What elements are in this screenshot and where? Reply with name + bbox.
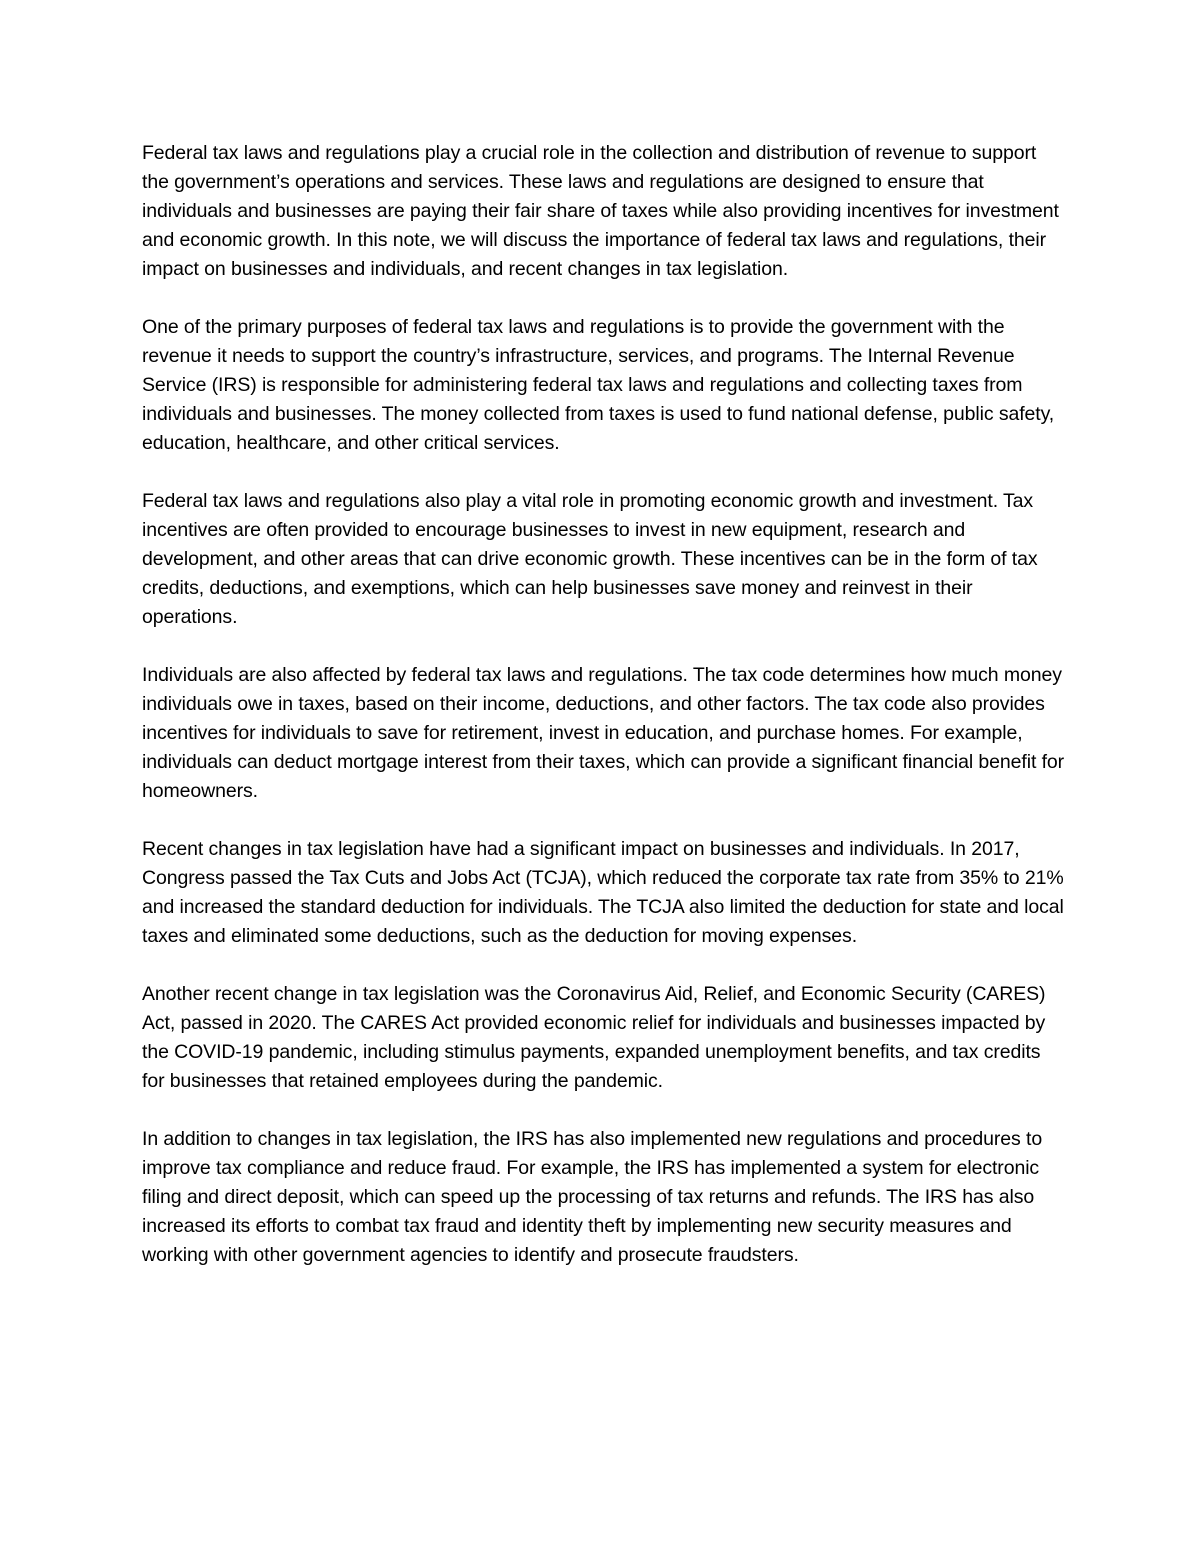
paragraph-tcja: Recent changes in tax legislation have had a significant impact on businesses and individuals. In 2017, Congress passed the Tax Cuts and Jobs Act (TCJA), which reduced the corporate tax rate from 35% to 21% and increased the standard deduction for individuals. The TCJA also limited the deduction for state and local taxes and eliminated some deductions, such as the deduction for moving expenses. <box>142 838 1064 947</box>
paragraph-individuals: Individuals are also affected by federal tax laws and regulations. The tax code determines how much money individuals owe in taxes, based on their income, deductions, and other factors. The tax code also provides incentives for individuals to save for retirement, invest in education, and purchase homes. For example, individuals can deduct mortgage interest from their taxes, which can provide a significant financial benefit for homeowners. <box>142 664 1065 802</box>
paragraph-cares-act: Another recent change in tax legislation was the Coronavirus Aid, Relief, and Economic Security (CARES) Act, passed in 2020. The CARES Act provided economic relief for individuals and businesses impacted by the COVID-19 pandemic, including stimulus payments, expanded unemployment benefits, and tax credits for businesses that retained employees during the pandemic. <box>142 983 1046 1092</box>
paragraph-revenue-purpose: One of the primary purposes of federal tax laws and regulations is to provide the government with the revenue it needs to support the country’s infrastructure, services, and programs. The Internal Revenue Service (IRS) is responsible for administering federal tax laws and regulations and collecting taxes from individuals and businesses. The money collected from taxes is used to fund national defense, public safety, education, healthcare, and other critical services. <box>142 316 1055 454</box>
paragraph-economic-growth: Federal tax laws and regulations also play a vital role in promoting economic growth and investment. Tax incentives are often provided to encourage businesses to invest in new equipment, research and development, and other areas that can drive economic growth. These incentives can be in the form of tax credits, deductions, and exemptions, which can help businesses save money and reinvest in their operations. <box>142 490 1038 628</box>
paragraph-irs-regulations: In addition to changes in tax legislation, the IRS has also implemented new regulations and procedures to improve tax compliance and reduce fraud. For example, the IRS has implemented a system for electronic filing and direct deposit, which can speed up the processing of tax returns and refunds. The IRS has also increased its efforts to combat tax fraud and identity theft by implementing new security measures and working with other government agencies to identify and prosecute fraudsters. <box>142 1128 1043 1266</box>
document-body <box>142 139 1067 1270</box>
paragraph-intro: Federal tax laws and regulations play a crucial role in the collection and distribution of revenue to support the government’s operations and services. These laws and regulations are designed to ensure that individuals and businesses are paying their fair share of taxes while also providing incentives for investment and economic growth. In this note, we will discuss the importance of federal tax laws and regulations, their impact on businesses and individuals, and recent changes in tax legislation. <box>142 142 1059 280</box>
